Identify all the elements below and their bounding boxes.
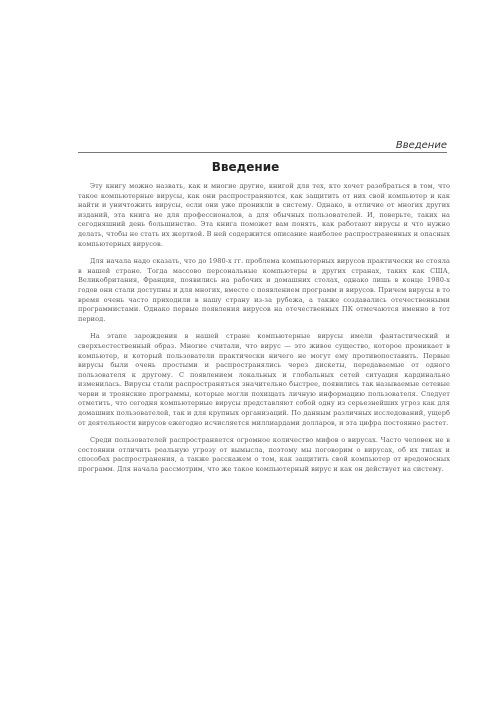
chapter-heading: Введение [211,160,280,174]
body-text [78,182,450,483]
running-head: Введение [395,140,447,151]
header-rule [78,152,447,153]
paragraph-4: Среди пользователей распространяется огромное количество мифов о вирусах. Часто человек не в состоянии отличить реальную угрозу от вымысла, поэтому мы поговорим о вирусах, об их типах и способах распространения, а также расскажем о том, как защитить свой компьютер от вредоносных программ. Для начала рассмотрим, что же такое компьютерный вирус и как он действует на систему. [78,436,450,474]
paragraph-3: На этапе зарождения в нашей стране компьютерные вирусы имели фантастический и сверхъестественный образ. Многие считали, что вирус — это живое существо, которое проникает в компьютер, и который пользователи практически ничего не могут ему противопоставить. Первые вирусы были очень простыми и распространялись через дискеты, передаваемые от одного пользователя к другому. С появлением локальных и глобальных сетей ситуация кардинально изменилась. Вирусы стали распространяться значительно быстрее, появились так называемые сетевые черви и троянские программы, которые могли похищать личную информацию пользователя. Следует отметить, что сегодня компьютерные вирусы представляют собой одну из серьезнейших угроз как для домашних пользователей, так и для крупных организаций. По данным различных исследований, ущерб от деятельности вирусов ежегодно исчисляется миллиардами долларов, и эта цифра постоянно растет. [78,332,450,427]
paragraph-1: Эту книгу можно назвать, как и многие другие, книгой для тех, кто хочет разобраться в том, что такое компьютерные вирусы, как они распространяются, как защитить от них свой компьютер и как найти и уничтожить вирусы, если они уже проникли в систему. Однако, в отличие от многих других изданий, эта книга не для профессионалов, а для обычных пользователей. И, поверьте, таких на сегодняшний день большинство. Эта книга поможет вам понять, как работают вирусы и что нужно делать, чтобы не стать их жертвой. В ней содержится описание наиболее распространенных и опасных компьютерных вирусов. [78,182,450,248]
paragraph-2: Для начала надо сказать, что до 1980-х гг. проблема компьютерных вирусов практически не стояла в нашей стране. Тогда массово персональные компьютеры в других странах, таких как США, Великобритания, Франция, появились на рабочих и домашних столах, однако лишь в конце 1980-х годов они стали доступны и для многих, вместе с появлением программ и вирусов. Причем вирусы в то время очень часто приходили в нашу страну из-за рубежа, а также создавались отечественными программистами. Однако первые появления вирусов на отечественных ПК отмечаются именно в тот период. [78,257,450,323]
